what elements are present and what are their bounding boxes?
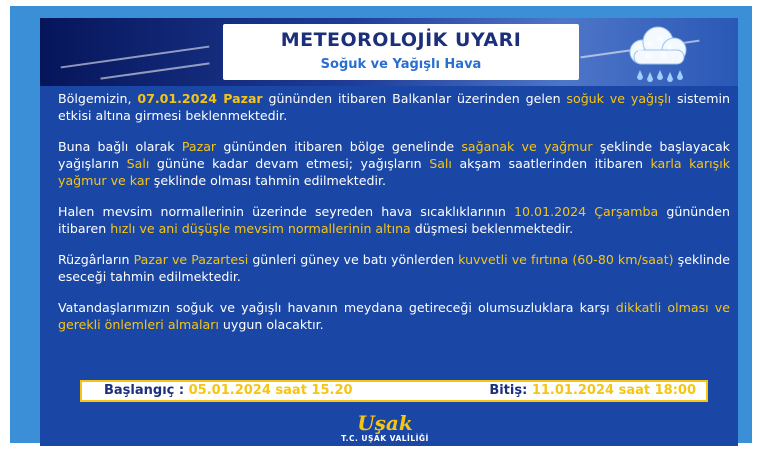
paragraph-text: Halen mevsim normallerinin üzerinde seyreden hava sıcaklıklarının (58, 204, 515, 219)
paragraph-text: şeklinde başlayacak yağışların (58, 139, 730, 171)
paragraph-text: gününden itibaren Balkanlar üzerinden gelen (262, 91, 567, 106)
end-value: 11.01.2024 saat 18:00 (531, 383, 696, 398)
validity-end (489, 383, 696, 398)
highlighted-text: 07.01.2024 Pazar (137, 91, 263, 106)
page-subtitle: Soğuk ve Yağışlı Hava (320, 57, 482, 72)
poster-frame (10, 6, 752, 443)
highlighted-text: Salı (126, 156, 150, 171)
validity-bar (80, 380, 708, 402)
highlighted-text: dikkatli olması ve gerekli önlemleri almaları (58, 300, 731, 332)
highlighted-text: Salı (429, 156, 452, 171)
header-banner (40, 18, 738, 86)
warning-paragraph (58, 251, 730, 285)
paragraph-text: Buna bağlı olarak (58, 139, 182, 154)
highlighted-text: 10.01.2024 Çarşamba (514, 204, 659, 219)
paragraph-text: gününe kadar devam etmesi; yağışların (149, 156, 430, 171)
logo-word: Uşak (357, 411, 413, 435)
highlighted-text: karla karışık yağmur ve kar (58, 156, 730, 188)
validity-start (104, 383, 353, 398)
paragraph-text: sistemin etkisi altına girmesi beklenmektedir. (58, 91, 731, 123)
highlighted-text: kuvvetli ve fırtına (60-80 km/saat) (458, 252, 674, 267)
highlighted-text: sağanak ve yağmur (461, 139, 593, 154)
paragraph-text: uygun olacaktır. (218, 317, 324, 332)
title-box (223, 24, 579, 80)
logo-subtitle: T.C. UŞAK VALİLİĞİ (341, 434, 429, 443)
paragraph-text: şeklinde olması tahmin edilmektedir. (149, 173, 387, 188)
governorship-logo (330, 412, 440, 446)
start-label: Başlangıç : (104, 383, 185, 398)
paragraph-text: şeklinde eseceği tahmin edilmektedir. (58, 252, 730, 284)
paragraph-text: gününden itibaren bölge genelinde (216, 139, 462, 154)
highlighted-text: Pazar ve Pazartesi (133, 252, 249, 267)
cloud-rain-icon (620, 22, 700, 88)
page-title: METEOROLOJİK UYARI (280, 29, 522, 51)
poster-panel (40, 18, 738, 446)
highlighted-text: hızlı ve ani düşüşle mevsim normallerinin altına (110, 221, 411, 236)
paragraph-text: düşmesi beklenmektedir. (410, 221, 574, 236)
banner-streak (100, 62, 209, 79)
paragraph-text: Rüzgârların (58, 252, 134, 267)
paragraph-text: Vatandaşlarımızın soğuk ve yağışlı havanın meydana getireceği olumsuzluklara karşı (58, 300, 616, 315)
paragraph-text: gününden itibaren (58, 204, 730, 236)
end-label: Bitiş: (489, 383, 528, 398)
highlighted-text: Pazar (181, 139, 217, 154)
warning-paragraph (58, 90, 730, 124)
warning-paragraph (58, 138, 730, 189)
start-value: 05.01.2024 saat 15.20 (188, 383, 353, 398)
warning-paragraph (58, 299, 730, 333)
warning-paragraph (58, 203, 730, 237)
paragraph-text: Bölgemizin, (58, 91, 138, 106)
paragraph-text: günleri güney ve batı yönlerden (248, 252, 459, 267)
paragraph-text: akşam saatlerinden itibaren (451, 156, 651, 171)
warning-text (58, 90, 730, 347)
highlighted-text: soğuk ve yağışlı (566, 91, 672, 106)
